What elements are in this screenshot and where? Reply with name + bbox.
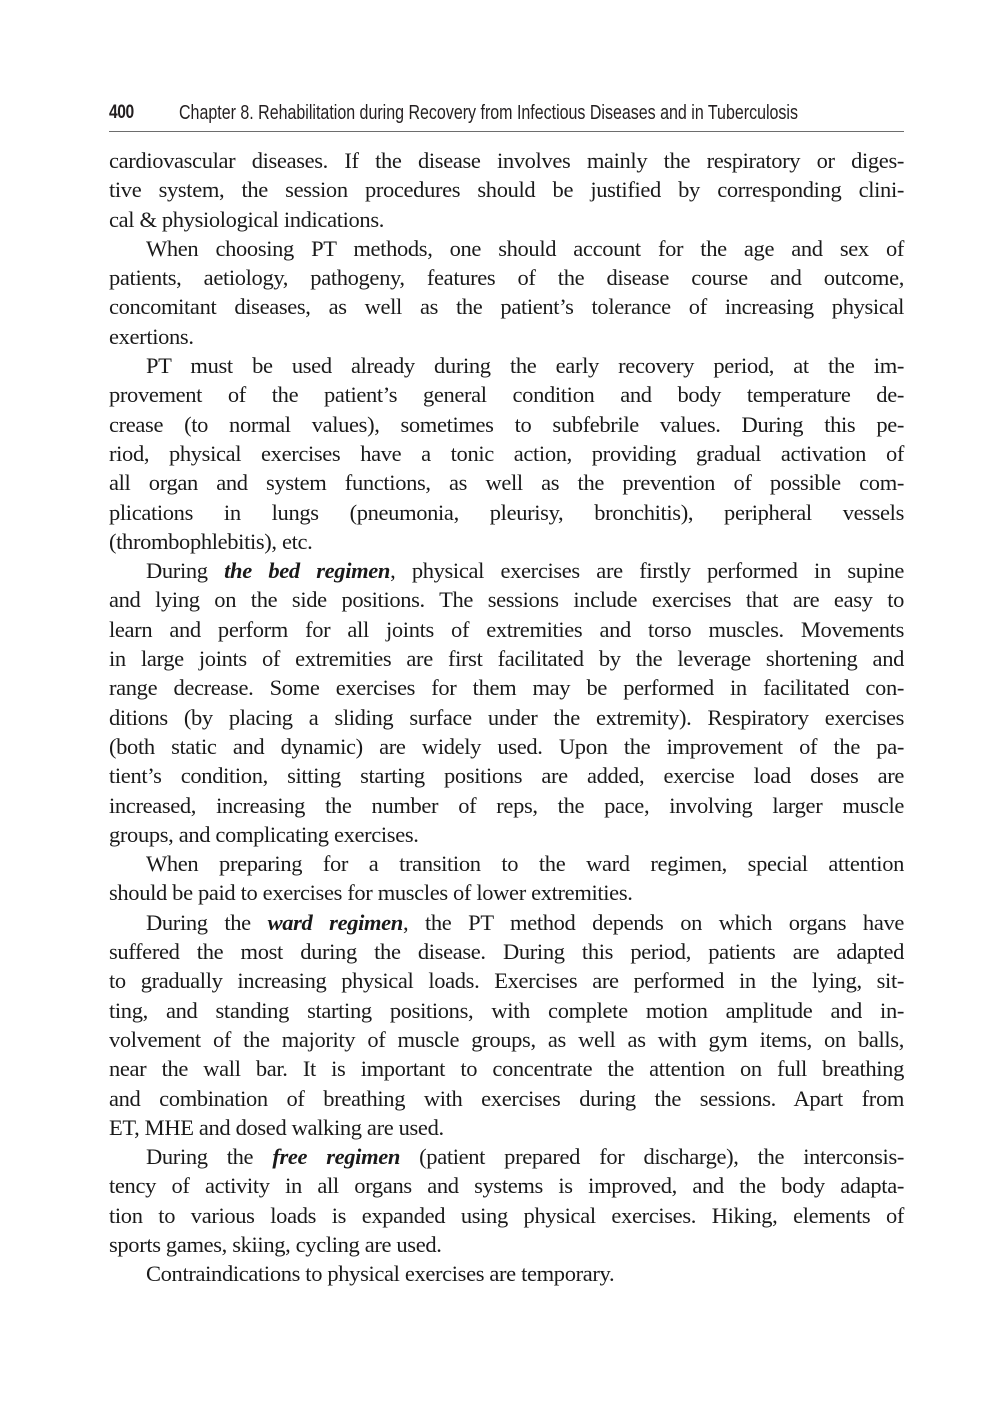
text-run: all organ and system functions, as well as the prevention of possible com- xyxy=(109,470,904,496)
text-line xyxy=(109,292,904,321)
text-run: tency of activity in all organs and systems is improved, and the body adapta- xyxy=(109,1173,904,1199)
text-line xyxy=(109,703,904,732)
text-line xyxy=(109,820,904,849)
text-run: groups, and complicating exercises. xyxy=(109,821,419,847)
text-run: and combination of breathing with exercises during the sessions. Apart from xyxy=(109,1085,904,1111)
text-line xyxy=(109,585,904,614)
text-run: should be paid to exercises for muscles of lower extremities. xyxy=(109,880,633,906)
text-line xyxy=(109,556,904,585)
text-line xyxy=(109,175,904,204)
text-run: ET, MHE and dosed walking are used. xyxy=(109,1114,444,1140)
text-line xyxy=(109,908,904,937)
text-run: During the xyxy=(146,909,268,935)
text-line xyxy=(109,1084,904,1113)
paragraph xyxy=(109,556,904,849)
text-run: (thrombophlebitis), etc. xyxy=(109,528,313,554)
text-run: tion to various loads is expanded using physical exercises. Hiking, elements of xyxy=(109,1202,904,1228)
text-run: and lying on the side positions. The sessions include exercises that are easy to xyxy=(109,587,904,613)
text-line xyxy=(109,996,904,1025)
text-line xyxy=(109,849,904,878)
text-run: to gradually increasing physical loads. Exercises are performed in the lying, sit- xyxy=(109,968,904,994)
text-line xyxy=(109,1113,904,1142)
text-line xyxy=(109,615,904,644)
text-run: PT must be used already during the early recovery period, at the im- xyxy=(146,353,904,379)
text-line xyxy=(109,1171,904,1200)
text-run: range decrease. Some exercises for them may be performed in facilitated con- xyxy=(109,675,904,701)
emphasized-term: free regimen xyxy=(272,1144,401,1170)
running-header xyxy=(109,100,904,130)
text-run: When preparing for a transition to the ward regimen, special attention xyxy=(146,851,904,877)
text-run: Contraindications to physical exercises are temporary. xyxy=(146,1261,615,1287)
text-line xyxy=(109,410,904,439)
text-line xyxy=(109,1201,904,1230)
text-line xyxy=(109,498,904,527)
text-run: During xyxy=(146,558,225,584)
text-line xyxy=(109,966,904,995)
text-run: patients, aetiology, pathogeny, features of the disease course and outcome, xyxy=(109,265,904,291)
text-run: suffered the most during the disease. During this period, patients are adapted xyxy=(109,939,904,965)
text-line xyxy=(109,322,904,351)
text-line xyxy=(109,732,904,761)
text-line xyxy=(109,439,904,468)
paragraph xyxy=(109,1259,904,1288)
paragraph xyxy=(109,234,904,351)
text-line xyxy=(109,468,904,497)
text-line xyxy=(109,1230,904,1259)
text-run: volvement of the majority of muscle groups, as well as with gym items, on balls, xyxy=(109,1026,904,1052)
paragraph xyxy=(109,849,904,908)
text-run: in large joints of extremities are first facilitated by the leverage shortening and xyxy=(109,646,904,672)
text-line xyxy=(109,263,904,292)
text-run: increased, increasing the number of reps, the pace, involving larger muscle xyxy=(109,792,904,818)
text-run: concomitant diseases, as well as the patient’s tolerance of increasing physical xyxy=(109,294,904,320)
text-run: cal & physiological indications. xyxy=(109,206,384,232)
text-line xyxy=(109,937,904,966)
text-line xyxy=(109,1142,904,1171)
text-run: , physical exercises are firstly performed in supine xyxy=(390,558,904,584)
text-line xyxy=(109,673,904,702)
text-run: (both static and dynamic) are widely used. Upon the improvement of the pa- xyxy=(109,733,904,759)
text-run: learn and perform for all joints of extremities and torso muscles. Movements xyxy=(109,616,904,642)
text-run: ting, and standing starting positions, with complete motion amplitude and in- xyxy=(109,997,904,1023)
text-run: near the wall bar. It is important to concentrate the attention on full breathing xyxy=(109,1056,904,1082)
header-rule xyxy=(109,131,904,132)
text-line xyxy=(109,791,904,820)
emphasized-term: ward regimen xyxy=(267,909,403,935)
text-line xyxy=(109,1054,904,1083)
text-line xyxy=(109,644,904,673)
text-run: sports games, skiing, cycling are used. xyxy=(109,1231,442,1257)
page-number: 400 xyxy=(109,102,134,123)
text-line xyxy=(109,351,904,380)
text-line xyxy=(109,761,904,790)
text-line xyxy=(109,1259,904,1288)
running-title: Chapter 8. Rehabilitation during Recovery from Infectious Diseases and in Tuberculosis xyxy=(179,102,798,124)
paragraph xyxy=(109,1142,904,1259)
text-line xyxy=(109,878,904,907)
text-run: exertions. xyxy=(109,323,194,349)
text-line xyxy=(109,380,904,409)
text-line xyxy=(109,527,904,556)
text-run: , the PT method depends on which organs have xyxy=(402,909,904,935)
paragraph xyxy=(109,146,904,234)
text-run: plications in lungs (pneumonia, pleurisy, bronchitis), peripheral vessels xyxy=(109,499,904,525)
body-text xyxy=(109,146,904,1289)
text-line xyxy=(109,146,904,175)
text-line xyxy=(109,1025,904,1054)
text-run: (patient prepared for discharge), the interconsis- xyxy=(400,1144,904,1170)
text-run: riod, physical exercises have a tonic action, providing gradual activation of xyxy=(109,440,904,466)
text-run: During the xyxy=(146,1144,273,1170)
text-run: tive system, the session procedures should be justified by corresponding clini- xyxy=(109,177,904,203)
text-line xyxy=(109,234,904,263)
text-run: When choosing PT methods, one should account for the age and sex of xyxy=(146,235,904,261)
text-run: cardiovascular diseases. If the disease involves mainly the respiratory or diges- xyxy=(109,148,904,173)
paragraph xyxy=(109,351,904,556)
text-run: tient’s condition, sitting starting positions are added, exercise load doses are xyxy=(109,763,904,789)
paragraph xyxy=(109,908,904,1142)
text-line xyxy=(109,205,904,234)
text-run: ditions (by placing a sliding surface under the extremity). Respiratory exercises xyxy=(109,704,904,730)
emphasized-term: the bed regimen xyxy=(224,558,391,584)
text-run: provement of the patient’s general condition and body temperature de- xyxy=(109,382,904,408)
text-run: crease (to normal values), sometimes to subfebrile values. During this pe- xyxy=(109,411,904,437)
